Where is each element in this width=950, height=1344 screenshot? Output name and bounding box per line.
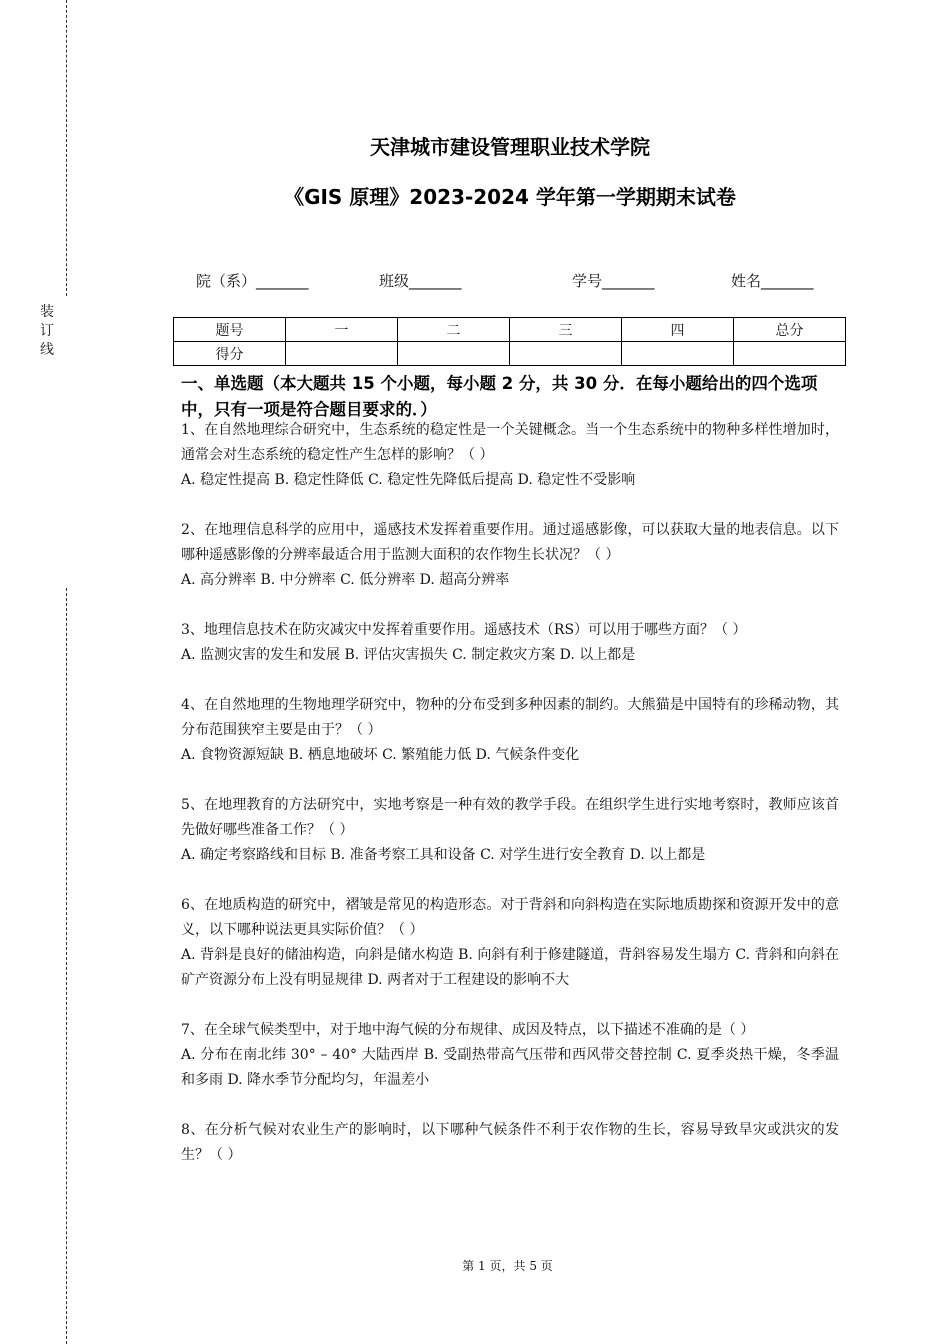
score-table-cell: 二 (398, 318, 510, 342)
question-stem: 3、地理信息技术在防灾减灾中发挥着重要作用。遥感技术（RS）可以用于哪些方面？（ ） (181, 622, 747, 638)
score-table-score-row (174, 342, 846, 366)
binding-char: 线 (40, 342, 54, 358)
question-stem: 7、在全球气候类型中，对于地中海气候的分布规律、成因及特点，以下描述不准确的是（ ） (181, 1022, 755, 1038)
question-item (181, 1018, 839, 1093)
question-options: A. 稳定性提高 B. 稳定性降低 C. 稳定性先降低后提高 D. 稳定性不受影响 (181, 472, 636, 488)
question-stem: 5、在地理教育的方法研究中，实地考察是一种有效的教学手段。在组织学生进行实地考察时，教师应该首先做好哪些准备工作？（ ） (181, 797, 839, 838)
question-stem: 1、在自然地理综合研究中，生态系统的稳定性是一个关键概念。当一个生态系统中的物种多样性增加时，通常会对生态系统的稳定性产生怎样的影响？（ ） (181, 422, 839, 463)
binding-line-bottom (66, 588, 67, 1344)
question-list (181, 418, 839, 1193)
question-options: A. 背斜是良好的储油构造，向斜是储水构造 B. 向斜有利于修建隧道，背斜容易发生塌方 C. 背斜和向斜在矿产资源分布上没有明显规律 D. 两者对于工程建设的影响不大 (181, 947, 839, 988)
student-id-field: 学号_______ (572, 272, 655, 290)
score-table-cell: 一 (286, 318, 398, 342)
score-table-header-row (174, 318, 846, 342)
question-options: A. 确定考察路线和目标 B. 准备考察工具和设备 C. 对学生进行安全教育 D. 以上都是 (181, 847, 706, 863)
question-item (181, 893, 839, 993)
question-stem: 6、在地质构造的研究中，褶皱是常见的构造形态。对于背斜和向斜构造在实际地质勘探和资源开发中的意义，以下哪种说法更具实际价值？（ ） (181, 897, 839, 938)
score-table-cell: 题号 (174, 318, 286, 342)
score-table-cell: 三 (510, 318, 622, 342)
question-item (181, 518, 839, 593)
binding-label (38, 303, 56, 360)
question-options: A. 食物资源短缺 B. 栖息地破坏 C. 繁殖能力低 D. 气候条件变化 (181, 747, 580, 763)
score-table-cell (510, 342, 622, 366)
department-field: 院（系）_______ (196, 272, 309, 290)
question-options: A. 监测灾害的发生和发展 B. 评估灾害损失 C. 制定救灾方案 D. 以上都是 (181, 647, 636, 663)
school-title: 天津城市建设管理职业技术学院 (370, 135, 650, 159)
question-item (181, 793, 839, 868)
class-field: 班级_______ (379, 272, 462, 290)
question-item (181, 418, 839, 493)
exam-title: 《GIS 原理》2023-2024 学年第一学期期末试卷 (284, 185, 736, 209)
score-table-cell (286, 342, 398, 366)
score-table-cell: 四 (622, 318, 734, 342)
section-heading: 一、单选题（本大题共 15 个小题，每小题 2 分，共 30 分．在每小题给出的四个选项中，只有一项是符合题目要求的．） (181, 374, 818, 419)
question-item (181, 693, 839, 768)
score-table (173, 317, 846, 366)
score-table-cell (622, 342, 734, 366)
student-info-row (0, 270, 950, 292)
page-number: 第 1 页，共 5 页 (462, 1259, 553, 1273)
question-options: A. 高分辨率 B. 中分辨率 C. 低分辨率 D. 超高分辨率 (181, 572, 510, 588)
score-table-cell (398, 342, 510, 366)
binding-line-top (66, 0, 67, 296)
score-table-cell: 得分 (174, 342, 286, 366)
question-stem: 4、在自然地理的生物地理学研究中，物种的分布受到多种因素的制约。大熊猫是中国特有的珍稀动物，其分布范围狭窄主要是由于？（ ） (181, 697, 839, 738)
score-table-cell: 总分 (734, 318, 846, 342)
name-field: 姓名_______ (731, 272, 814, 290)
question-stem: 2、在地理信息科学的应用中，遥感技术发挥着重要作用。通过遥感影像，可以获取大量的地表信息。以下哪种遥感影像的分辨率最适合用于监测大面积的农作物生长状况？（ ） (181, 522, 839, 563)
question-options: A. 分布在南北纬 30° – 40° 大陆西岸 B. 受副热带高气压带和西风带交替控制 C. 夏季炎热干燥，冬季温和多雨 D. 降水季节分配均匀，年温差小 (181, 1047, 839, 1088)
question-item (181, 1118, 839, 1168)
binding-char: 装 (40, 304, 54, 320)
question-stem: 8、在分析气候对农业生产的影响时，以下哪种气候条件不利于农作物的生长，容易导致旱灾或洪灾的发生？（ ） (181, 1122, 839, 1163)
binding-char: 订 (40, 323, 54, 339)
score-table-cell (734, 342, 846, 366)
question-item (181, 618, 839, 668)
